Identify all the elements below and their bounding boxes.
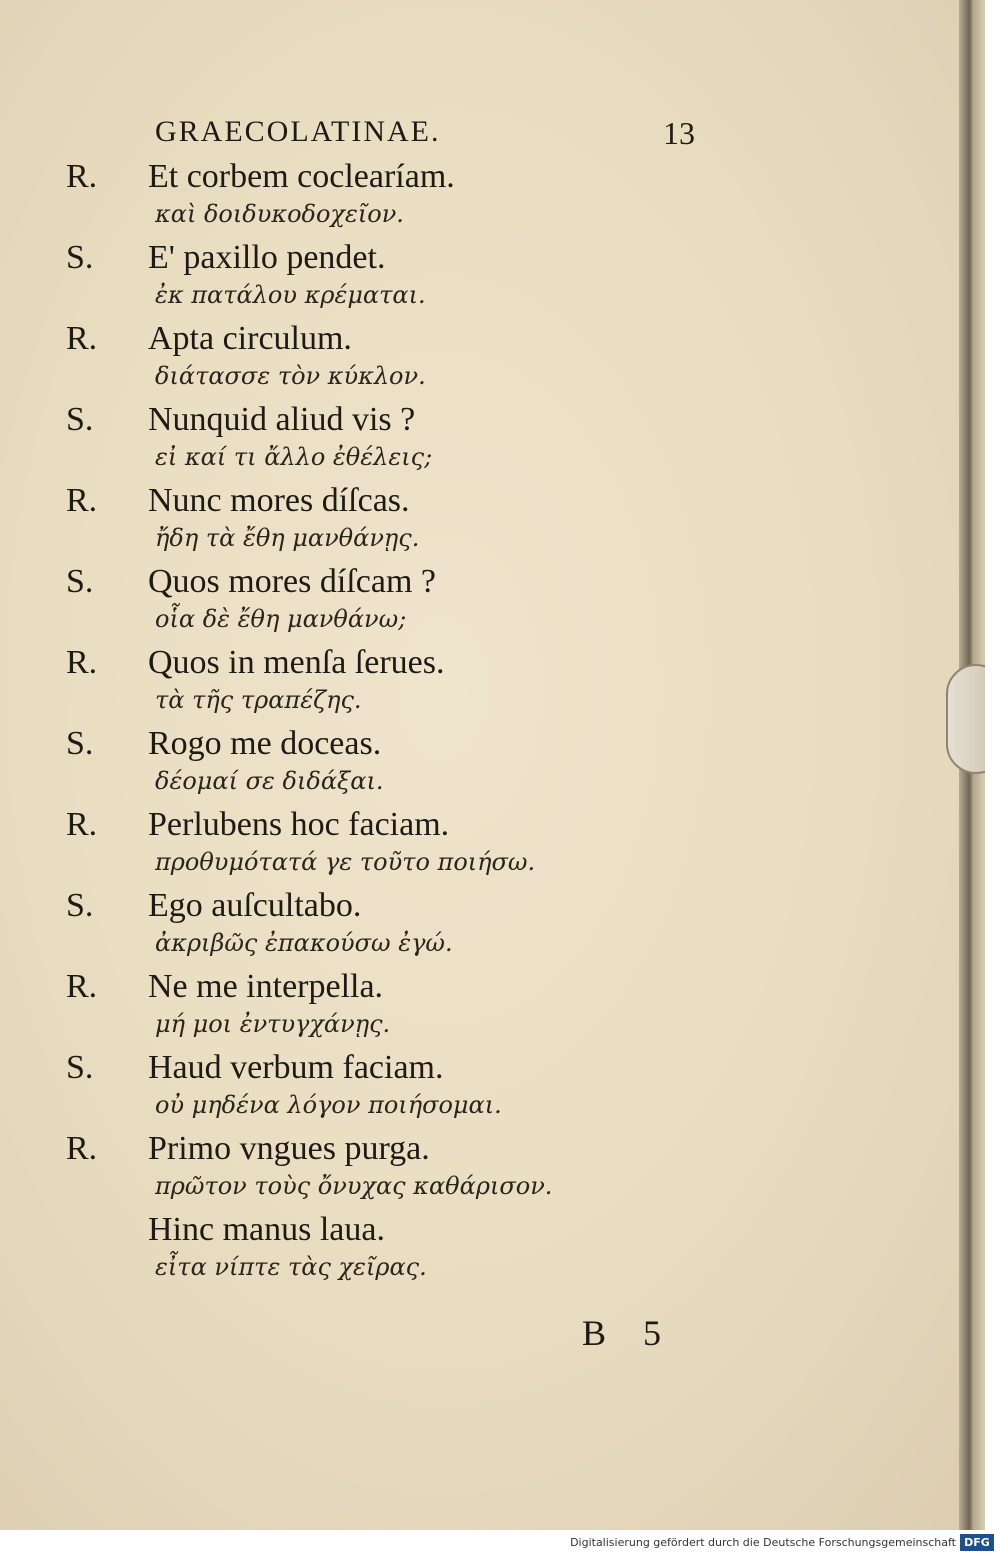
speaker-label: S.: [66, 239, 94, 276]
dialogue-line: [0, 1130, 940, 1170]
greek-translation-line: [0, 848, 940, 888]
thumb-tab: [946, 664, 985, 774]
greek-line: προθυμότατά γε τοῦτο ποιήσω.: [155, 848, 536, 876]
running-header: [155, 115, 695, 149]
dialogue-line: [0, 482, 940, 522]
greek-line: διάτασσε τὸν κύκλον.: [155, 362, 426, 390]
greek-translation-line: [0, 443, 940, 483]
greek-translation-line: [0, 362, 940, 402]
latin-line: Perlubens hoc faciam.: [148, 806, 450, 843]
greek-line: τὰ τῆς τραπέζης.: [155, 686, 362, 714]
speaker-label: R.: [66, 158, 98, 195]
greek-line: οἷα δὲ ἔθη μανθάνω;: [155, 605, 407, 633]
greek-translation-line: [0, 929, 940, 969]
dialogue-line: [0, 563, 940, 603]
latin-line: Haud verbum faciam.: [148, 1049, 444, 1086]
latin-line: Nunquid aliud vis ?: [148, 401, 416, 438]
dialogue-line: [0, 1049, 940, 1089]
greek-line: ἐκ πατάλου κρέμαται.: [155, 281, 426, 309]
greek-translation-line: [0, 1172, 940, 1212]
dialogue-line: [0, 644, 940, 684]
speaker-label: S.: [66, 1049, 94, 1086]
dialogue-line: [0, 887, 940, 927]
latin-line: Ego auſcultabo.: [148, 887, 362, 924]
greek-line: πρῶτον τοὺς ὄνυχας καθάρισον.: [155, 1172, 553, 1200]
dialogue-line: [0, 725, 940, 765]
greek-line: καὶ δοιδυκοδοχεῖον.: [155, 200, 404, 228]
latin-line: Apta circulum.: [148, 320, 352, 357]
latin-line: Quos in menſa ſerues.: [148, 644, 445, 681]
header-title: GRAECOLATINAE.: [155, 115, 441, 148]
dialogue-line: [0, 239, 940, 279]
greek-line: δέομαί σε διδάξαι.: [155, 767, 384, 795]
speaker-label: R.: [66, 644, 98, 681]
greek-translation-line: [0, 200, 940, 240]
latin-line: Primo vngues purga.: [148, 1130, 430, 1167]
latin-line: Ne me interpella.: [148, 968, 384, 1005]
greek-line: οὐ μηδένα λόγον ποιήσομαι.: [155, 1091, 502, 1119]
greek-translation-line: [0, 686, 940, 726]
latin-line: Hinc manus laua.: [148, 1211, 385, 1248]
footer-credit: Digitalisierung gefördert durch die Deutsche Forschungsgemeinschaft: [570, 1536, 956, 1549]
speaker-label: S.: [66, 563, 94, 600]
greek-translation-line: [0, 1253, 940, 1293]
dialogue-line: [0, 320, 940, 360]
dialogue-line: [0, 806, 940, 846]
greek-translation-line: [0, 767, 940, 807]
signature-mark: B 5: [582, 1313, 676, 1353]
greek-translation-line: [0, 605, 940, 645]
greek-line: εἶτα νίπτε τὰς χεῖρας.: [155, 1253, 427, 1281]
greek-translation-line: [0, 524, 940, 564]
page-number: 13: [663, 115, 695, 151]
speaker-label: S.: [66, 401, 94, 438]
latin-line: Nunc mores díſcas.: [148, 482, 410, 519]
latin-line: Quos mores díſcam ?: [148, 563, 436, 600]
latin-line: Et corbem coclearíam.: [148, 158, 455, 195]
speaker-label: R.: [66, 1130, 98, 1167]
speaker-label: S.: [66, 887, 94, 924]
dialogue-line: [0, 968, 940, 1008]
greek-line: ἤδη τὰ ἔθη μανθάνῃς.: [155, 524, 420, 552]
speaker-label: S.: [66, 725, 94, 762]
greek-line: ἀκριβῶς ἐπακούσω ἐγώ.: [155, 929, 453, 957]
speaker-label: R.: [66, 482, 98, 519]
latin-line: Rogo me doceas.: [148, 725, 382, 762]
dialogue-line: [0, 158, 940, 198]
speaker-label: R.: [66, 320, 98, 357]
dfg-logo: DFG: [960, 1534, 994, 1551]
greek-translation-line: [0, 1010, 940, 1050]
speaker-label: R.: [66, 806, 98, 843]
dialogue-line: [0, 1211, 940, 1251]
latin-line: E' paxillo pendet.: [148, 239, 386, 276]
speaker-label: R.: [66, 968, 98, 1005]
greek-translation-line: [0, 281, 940, 321]
greek-translation-line: [0, 1091, 940, 1131]
dialogue-line: [0, 401, 940, 441]
greek-line: εἰ καί τι ἄλλο ἐθέλεις;: [155, 443, 433, 471]
greek-line: μή μοι ἐντυγχάνῃς.: [155, 1010, 391, 1038]
